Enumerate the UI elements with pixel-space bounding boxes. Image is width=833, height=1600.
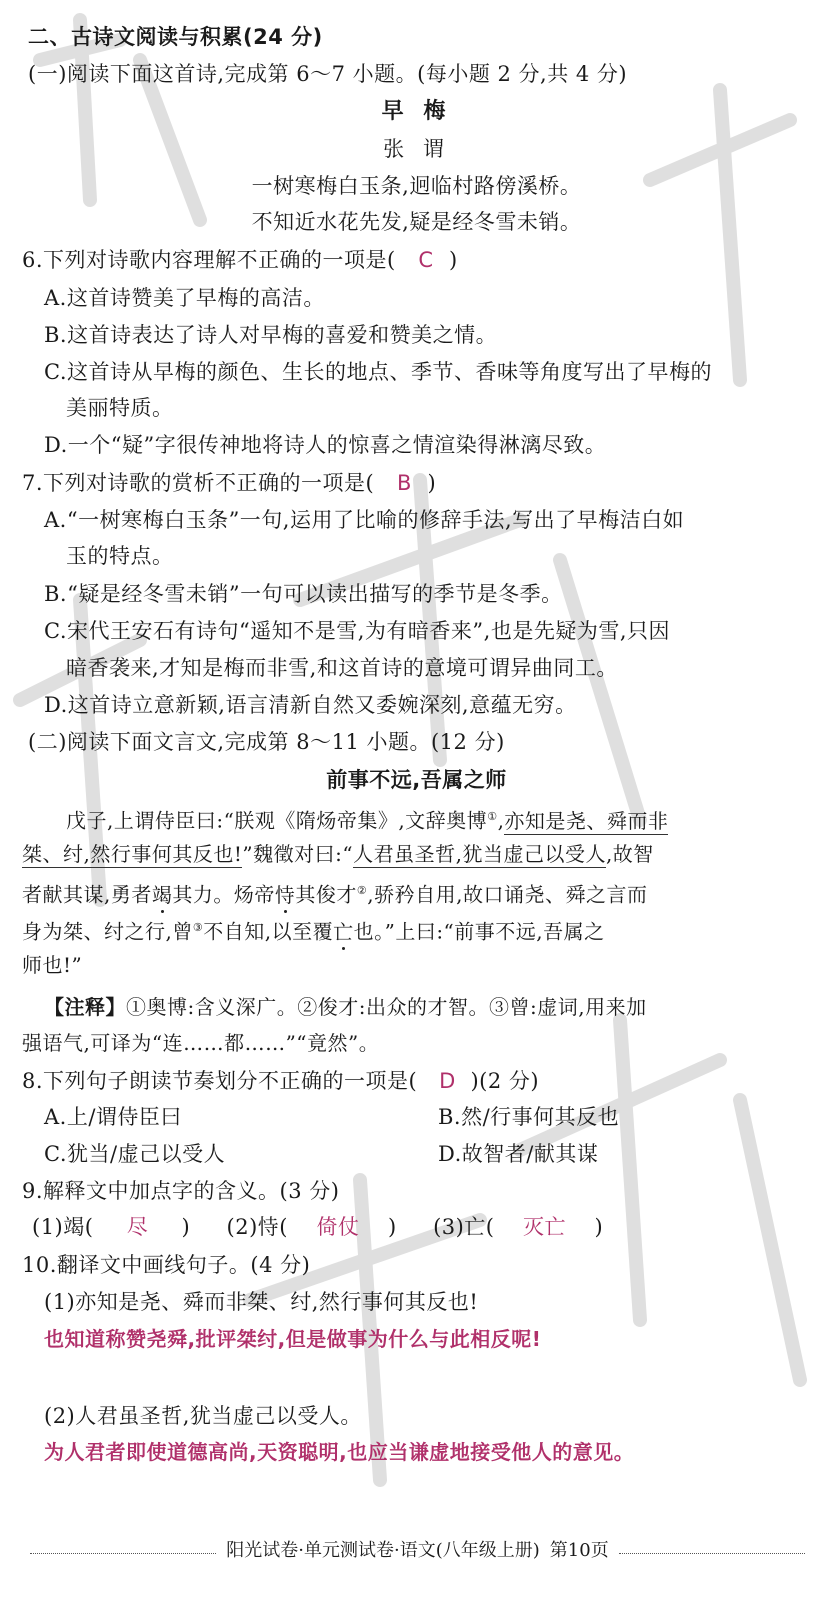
q7-emphasis: 不正确 xyxy=(215,471,280,495)
dotted-char-jie: 竭 xyxy=(151,882,173,907)
passage-line-2: 桀、纣,然行事何其反也!”魏徵对曰:“人君虽圣哲,犹当虚己以受人,故智 xyxy=(22,842,654,866)
q10-stem: 10.翻译文中画线句子。(4 分) xyxy=(22,1253,311,1277)
q9-stem: 9.解释文中加点字的含义。(3 分) xyxy=(22,1179,340,1203)
underlined-sentence-1-cont: 桀、纣,然行事何其反也! xyxy=(22,842,243,866)
q8-emphasis: 不正确 xyxy=(258,1069,323,1093)
notes-label: 【注释】 xyxy=(44,995,126,1019)
section-title: 二、古诗文阅读与积累(24 分) xyxy=(28,25,323,49)
page-footer xyxy=(30,1538,805,1564)
q10-sentence-2: (2)人君虽圣哲,犹当虚己以受人。 xyxy=(44,1404,362,1428)
poem-line-1: 一树寒梅白玉条,迥临村路傍溪桥。 xyxy=(251,174,582,198)
q6-option-c-cont: 美丽特质。 xyxy=(66,396,174,420)
q9-answer-2: 倚仗 xyxy=(316,1215,360,1239)
q8-option-a: A.上/谓侍臣曰 xyxy=(44,1105,182,1129)
q6-answer: C xyxy=(418,248,434,272)
q9-answer-1: 尽 xyxy=(126,1215,149,1239)
q9-items: (1)竭( 尽 ) (2)恃( 倚仗 ) (3)亡( 灭亡 ) xyxy=(32,1212,603,1242)
passage-line-4: 身为桀、纣之行,曾③不自知,以至覆亡也。”上曰:“前事不远,吾属之 xyxy=(22,919,605,944)
q8-option-b: B.然/行事何其反也 xyxy=(438,1105,620,1129)
q7-option-a-cont: 玉的特点。 xyxy=(66,544,174,568)
notes-line-2: 强语气,可译为“连……都……”“竟然”。 xyxy=(22,1031,380,1055)
part1-intro: (一)阅读下面这首诗,完成第 6～7 小题。(每小题 2 分,共 4 分) xyxy=(28,62,628,86)
passage-line-5: 师也!” xyxy=(22,953,83,977)
q10-sentence-1: (1)亦知是尧、舜而非桀、纣,然行事何其反也! xyxy=(44,1290,479,1314)
q6-emphasis: 不正确 xyxy=(236,248,302,272)
underlined-sentence-1: 亦知是尧、舜而非 xyxy=(504,808,669,833)
q7-answer: B xyxy=(396,471,412,495)
q8-stem: 8.下列句子朗读节奏划分不正确的一项是( D )(2 分) xyxy=(22,1066,539,1096)
q7-option-c-cont: 暗香袭来,才知是梅而非雪,和这首诗的意境可谓异曲同工。 xyxy=(66,656,618,680)
passage-line-3: 者献其谋,勇者竭其力。炀帝恃其俊才②,骄矜自用,故口诵尧、舜之言而 xyxy=(22,882,648,907)
q10-answer-2: 为人君者即使道德高尚,天资聪明,也应当谦虚地接受他人的意见。 xyxy=(44,1440,635,1464)
footer-rule-left xyxy=(30,1553,216,1554)
q6-option-c: C.这首诗从早梅的颜色、生长的地点、季节、香味等角度写出了早梅的 xyxy=(44,360,712,384)
poem-author: 张 谓 xyxy=(383,137,450,161)
footer-rule-right xyxy=(619,1553,805,1554)
q10-answer-1: 也知道称赞尧舜,批评桀纣,但是做事为什么与此相反呢! xyxy=(44,1327,542,1351)
q6-stem: 6.下列对诗歌内容理解不正确的一项是( C ) xyxy=(22,245,458,275)
q7-option-d: D.这首诗立意新颖,语言清新自然又委婉深刻,意蕴无穷。 xyxy=(44,693,577,717)
q6-option-d: D.一个“疑”字很传神地将诗人的惊喜之情渲染得淋漓尽致。 xyxy=(44,433,607,457)
q7-option-c: C.宋代王安石有诗句“遥知不是雪,为有暗香来”,也是先疑为雪,只因 xyxy=(44,619,670,643)
q6-option-b: B.这首诗表达了诗人对早梅的喜爱和赞美之情。 xyxy=(44,323,498,347)
dotted-char-wang: 亡 xyxy=(333,919,354,944)
q8-option-d: D.故智者/献其谋 xyxy=(438,1142,599,1166)
poem-title: 早 梅 xyxy=(381,99,452,124)
part2-intro: (二)阅读下面文言文,完成第 8～11 小题。(12 分) xyxy=(28,730,505,754)
passage-title: 前事不远,吾属之师 xyxy=(326,768,507,792)
underlined-sentence-2: 人君虽圣哲,犹当虚己以受人 xyxy=(353,842,606,866)
passage-line-1: 戊子,上谓侍臣曰:“朕观《隋炀帝集》,文辞奥博①,亦知是尧、舜而非 xyxy=(66,808,669,833)
q8-option-c: C.犹当/虚己以受人 xyxy=(44,1142,226,1166)
footer-title: 阳光试卷·单元测试卷·语文(八年级上册) xyxy=(226,1540,540,1561)
poem-line-2: 不知近水花先发,疑是经冬雪未销。 xyxy=(251,210,582,234)
dotted-char-shi: 恃 xyxy=(274,882,296,907)
q9-answer-3: 灭亡 xyxy=(523,1215,567,1239)
q7-stem: 7.下列对诗歌的赏析不正确的一项是( B ) xyxy=(22,468,436,498)
q8-answer: D xyxy=(439,1069,456,1093)
q7-option-b: B.“疑是经冬雪未销”一句可以读出描写的季节是冬季。 xyxy=(44,582,563,606)
q6-option-a: A.这首诗赞美了早梅的高洁。 xyxy=(44,286,325,310)
q7-option-a: A.“一树寒梅白玉条”一句,运用了比喻的修辞手法,写出了早梅洁白如 xyxy=(44,508,685,532)
page-number: 第10页 xyxy=(549,1540,609,1561)
notes-line-1: 【注释】①奥博:含义深广。②俊才:出众的才智。③曾:虚词,用来加 xyxy=(44,995,647,1019)
